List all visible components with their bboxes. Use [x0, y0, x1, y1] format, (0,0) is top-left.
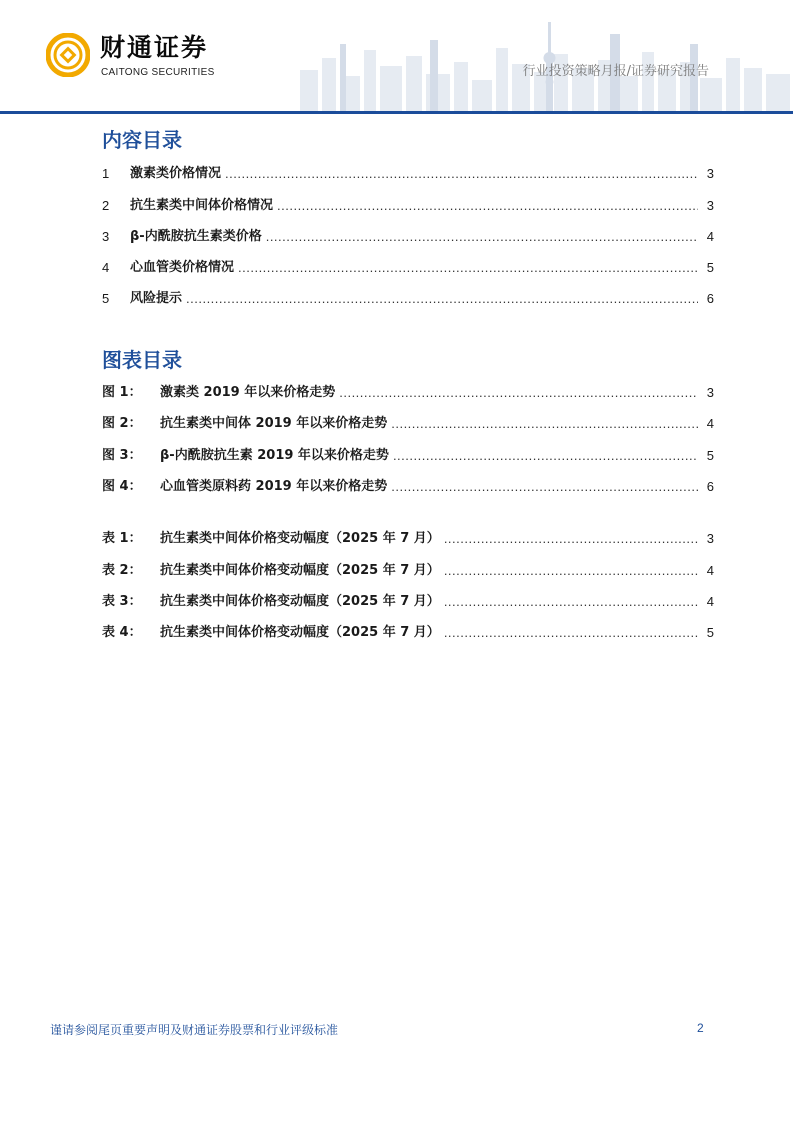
page-number: 2 [697, 1021, 704, 1035]
figure-entry-number: 图 1： [102, 385, 142, 400]
toc-entry[interactable] [102, 164, 714, 184]
figure-entry-page: 3 [706, 385, 714, 400]
table-entry-page: 3 [706, 531, 714, 546]
figure-entry[interactable] [102, 383, 714, 403]
leader-dots [393, 446, 698, 466]
leader-dots [238, 258, 698, 278]
table-entry-label: 抗生素类中间体价格变动幅度（2025 年 7 月） [160, 625, 440, 640]
table-entry-number: 表 3： [102, 594, 142, 609]
page-header [0, 0, 793, 116]
toc-entry-number: 2 [102, 198, 110, 213]
figure-entry-label: 抗生素类中间体 2019 年以来价格走势 [160, 416, 388, 431]
table-entry-number: 表 2： [102, 563, 142, 578]
table-entry[interactable] [102, 561, 714, 581]
figure-list-title: 图表目录 [102, 348, 182, 372]
leader-dots [444, 623, 698, 643]
toc-entry[interactable] [102, 196, 714, 216]
toc-entry-number: 1 [102, 166, 110, 181]
leader-dots [391, 414, 698, 434]
leader-dots [277, 196, 698, 216]
table-entry-label: 抗生素类中间体价格变动幅度（2025 年 7 月） [160, 563, 440, 578]
leader-dots [391, 477, 698, 497]
leader-dots [266, 227, 698, 247]
figure-entry[interactable] [102, 477, 714, 497]
toc-entry-label: β-内酰胺抗生素类价格 [130, 229, 262, 244]
table-entry-page: 5 [706, 625, 714, 640]
toc-entry[interactable] [102, 258, 714, 278]
header-divider [0, 111, 793, 114]
leader-dots [339, 383, 698, 403]
figure-entry[interactable] [102, 414, 714, 434]
figure-entry[interactable] [102, 446, 714, 466]
table-entry[interactable] [102, 623, 714, 643]
toc-entry-page: 3 [706, 166, 714, 181]
table-entry[interactable] [102, 592, 714, 612]
toc-entry-page: 5 [706, 260, 714, 275]
figure-entry-label: β-内酰胺抗生素 2019 年以来价格走势 [160, 448, 389, 463]
toc-entry[interactable] [102, 227, 714, 247]
table-entry-number: 表 1： [102, 531, 142, 546]
brand-name-cn: 财通证券 [100, 33, 209, 62]
toc-entry-label: 风险提示 [130, 291, 183, 306]
toc-entry-page: 6 [706, 291, 714, 306]
figure-entry-number: 图 2： [102, 416, 142, 431]
toc-entry-label: 激素类价格情况 [130, 166, 222, 181]
toc-entry-number: 4 [102, 260, 110, 275]
leader-dots [186, 289, 698, 309]
figure-entry-label: 激素类 2019 年以来价格走势 [160, 385, 336, 400]
brand-logo [46, 33, 276, 83]
figure-entry-page: 4 [706, 416, 714, 431]
toc-entry-number: 5 [102, 291, 110, 306]
leader-dots [444, 592, 698, 612]
report-type-label: 行业投资策略月报/证券研究报告 [522, 64, 709, 79]
toc-title: 内容目录 [102, 128, 182, 152]
table-entry-page: 4 [706, 594, 714, 609]
table-entry-number: 表 4： [102, 625, 142, 640]
toc-entry-number: 3 [102, 229, 110, 244]
figure-entry-page: 6 [706, 479, 714, 494]
footer-disclaimer: 谨请参阅尾页重要声明及财通证券股票和行业评级标准 [50, 1023, 339, 1037]
figure-entry-page: 5 [706, 448, 714, 463]
figure-entry-number: 图 4： [102, 479, 142, 494]
table-entry-label: 抗生素类中间体价格变动幅度（2025 年 7 月） [160, 594, 440, 609]
leader-dots [225, 164, 698, 184]
toc-entry-label: 抗生素类中间体价格情况 [130, 198, 274, 213]
toc-entry-page: 3 [706, 198, 714, 213]
figure-entry-label: 心血管类原料药 2019 年以来价格走势 [160, 479, 388, 494]
brand-name-en: CAITONG SECURITIES [101, 67, 215, 78]
leader-dots [444, 561, 698, 581]
toc-entry-page: 4 [706, 229, 714, 244]
toc-entry-label: 心血管类价格情况 [130, 260, 235, 275]
toc-entry[interactable] [102, 289, 714, 309]
caitong-coin-icon [46, 33, 90, 77]
table-entry-label: 抗生素类中间体价格变动幅度（2025 年 7 月） [160, 531, 440, 546]
figure-entry-number: 图 3： [102, 448, 142, 463]
table-entry-page: 4 [706, 563, 714, 578]
table-entry[interactable] [102, 529, 714, 549]
leader-dots [444, 529, 698, 549]
